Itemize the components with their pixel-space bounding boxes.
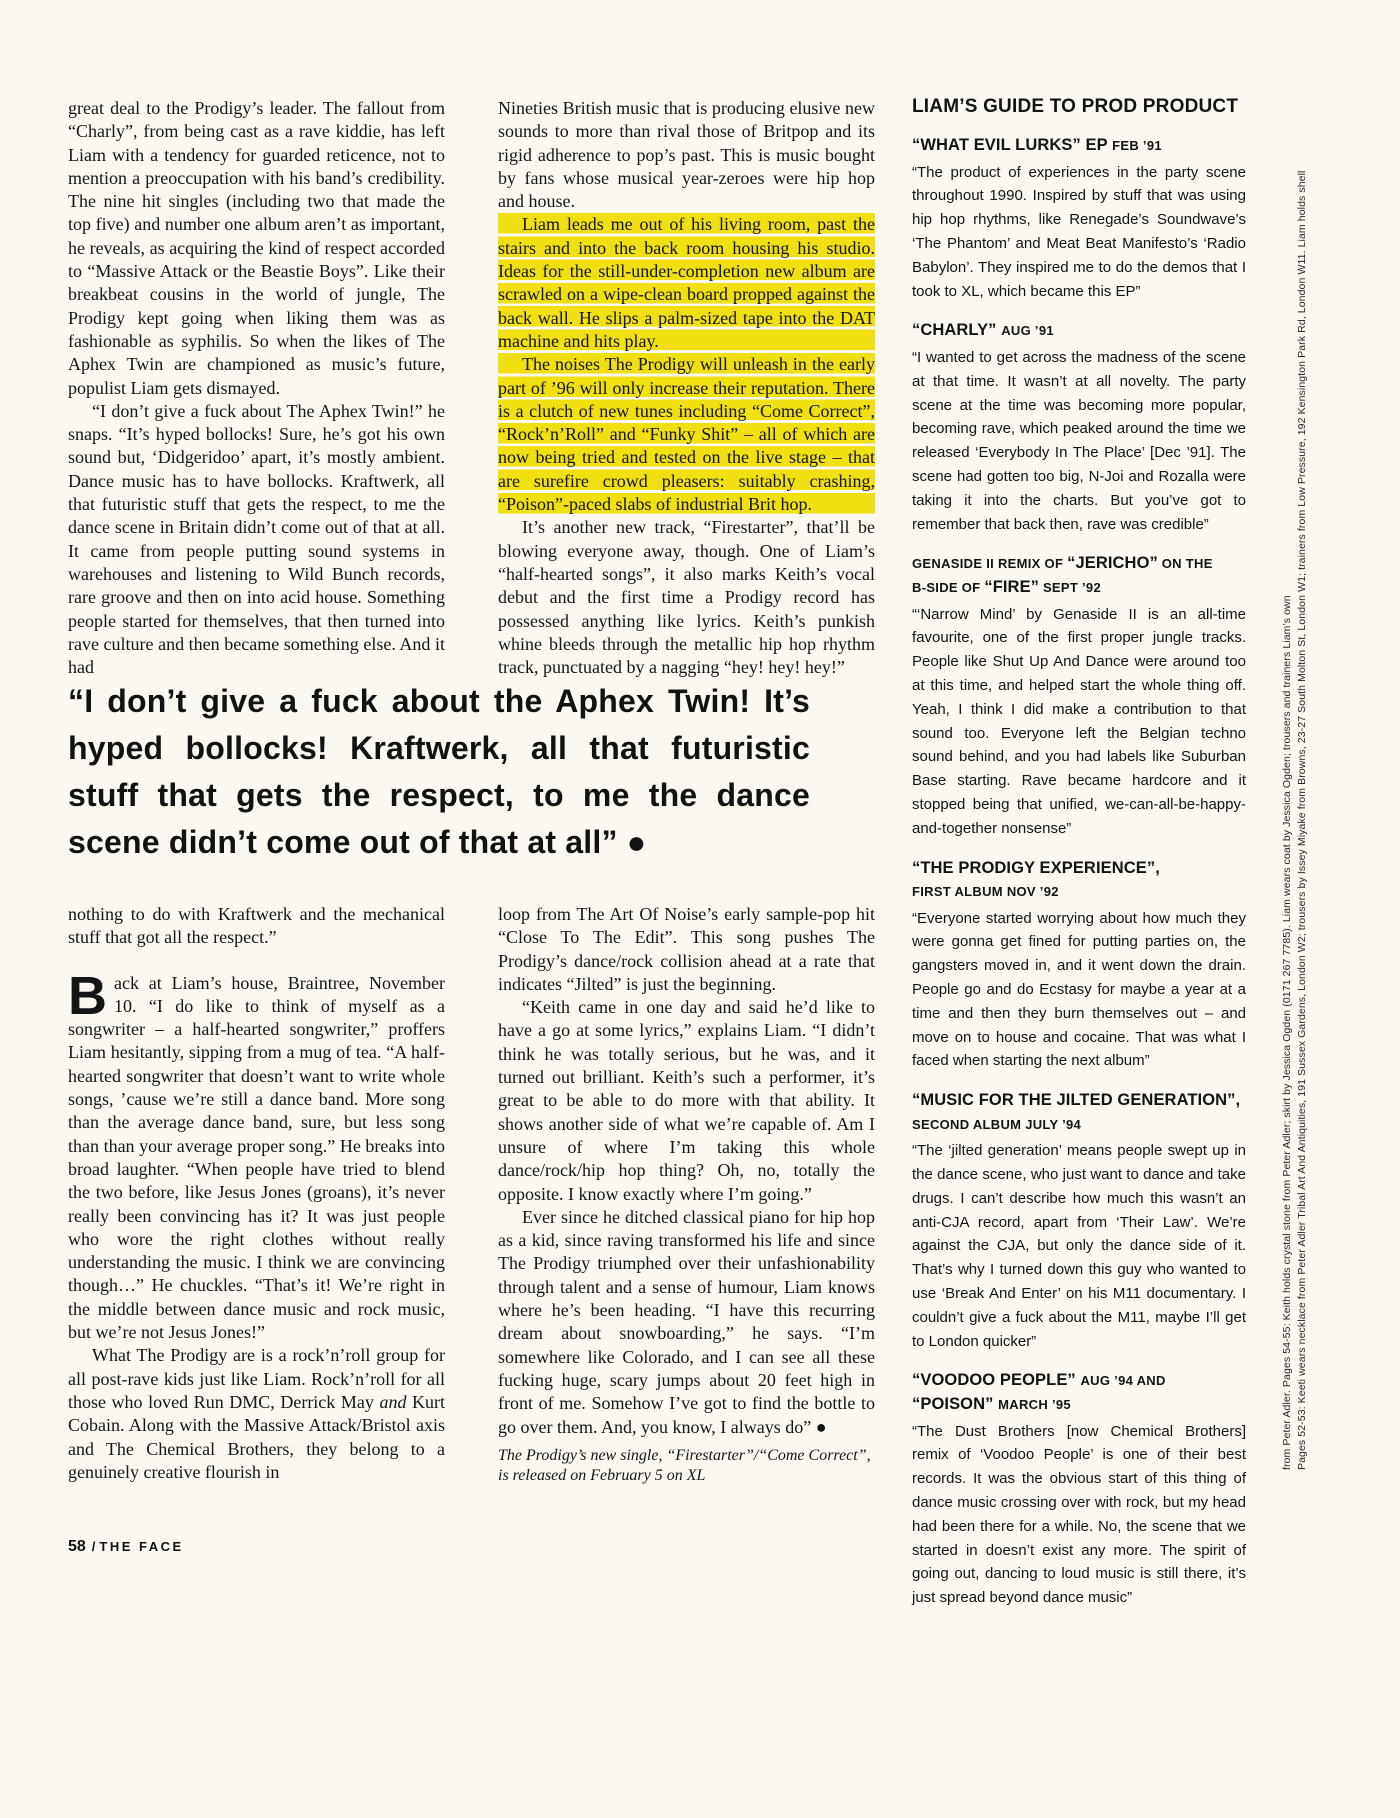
photo-credits <box>1280 88 1324 1470</box>
highlighted-paragraph: Liam leads me out of his living room, past the stairs and into the back room housing his studio. Ideas for the still-under-completion new album are scrawled on a wipe-clean board propped against the back wall. He slips a palm-sized tape into the DAT machine and hits play. <box>498 213 875 353</box>
article-paragraph: “I don’t give a fuck about The Aphex Twin!” he snaps. “It’s hyped bollocks! Sure, he’s got his own sound but, ‘Didgeridoo’ apart, it’s mostly ambient. Dance music has to have bollocks. Kraftwerk, all that futuristic stuff that gets the respect, to me the dance scene in Britain didn’t come out of that at all. It came from people putting sound systems in warehouses and listening to Wild Bunch records, rare groove and then on into acid house. Something people started for themselves, that then turned into rave culture and then became something else. And it had <box>68 400 445 678</box>
article-paragraph: “Keith came in one day and said he’d like to have a go at some lyrics,” explains Liam. “I didn’t think he was totally serious, but he was, and it turned out brilliant. Keith’s such a performer, it’s great to be able to do more with that ability. It shows another side of what we’re capable of. Am I unsure of where I’m taking this whole dance/rock/hip hop thing? Oh, no, totally the opposite. I know exactly where I’m going.” <box>498 997 875 1204</box>
dropcap-paragraph: Back at Liam’s house, Braintree, November 10. “I do like to think of myself as a songwriter – a half-hearted songwriter,” proffers Liam hesitantly, sipping from a mug of tea. “A half-hearted songwriter that doesn’t want to write whole songs, ’cause we’re still a dance band. More song than the average dance band, sure, but less song than than your average proper song.” He breaks into broad laughter. “When people have tried to blend the two before, like Jesus Jones (groans), it’s never really been convincing has it? It was just people who wore the right clothes without really understanding the music. I think we are convincing though…” He chuckles. “That’s it! We’re right in the middle between dance music and rock music, but we’re not Jesus Jones!” <box>68 965 445 1343</box>
sidebar-section <box>912 550 1246 840</box>
article-paragraph: What The Prodigy are is a rock’n’roll group for all post-rave kids just like Liam. Rock’n’roll for all those who loved Run DMC, Derrick May and Kurt Cobain. Along with the Massive Attack/Bristol axis and The Chemical Brothers, they belong to a genuinely creative flourish in <box>68 1345 445 1482</box>
sidebar-sections <box>912 132 1246 1610</box>
photo-credit-line-inner: from Peter Adler. Pages 54-55: Keith holds crystal stone from Peter Adler; skirt by Jessica Ogden (0171 267 7785). Liam wears coat by Jessica Ogden; trousers and trainers Liam’s own <box>1281 595 1293 1470</box>
release-footnote: The Prodigy’s new single, “Firestarter”/“Come Correct”, is released on February 5 on XL <box>498 1446 871 1485</box>
sidebar-liams-guide <box>912 96 1246 1624</box>
pull-quote-line: hyped bollocks! Kraftwerk, all that futuristic <box>68 730 810 766</box>
article-paragraph: Ever since he ditched classical piano for hip hop as a kid, since raving transformed his life and since The Prodigy triumphed over their unfashionability through talent and a sense of humour, Liam knows where he’s been heading. “I have this recurring dream about snowboarding,” he says. “I’m somewhere like Colorado, and I can see all these fucking huge, scary jumps about 20 feet high in front of me. Somehow I’ve got to find the bottle to go over them. And, you know, I always do” ● <box>498 1206 875 1437</box>
sidebar-section-heading: GENASIDE II REMIX OF “JERICHO” ON THE B-SIDE OF “FIRE” SEPT ’92 <box>912 554 1213 597</box>
sidebar-section-body: “Everyone started worrying about how much they were gonna get fined for putting parties on, the gangsters moved in, and it went down the drain. People go and do Ecstasy for maybe a year at a time and then they burn themselves out – and move on to house and cocaine. That was what I faced when starting the next album” <box>912 909 1246 1070</box>
left-column-top <box>68 97 445 679</box>
sidebar-section-body: “The product of experiences in the party scene throughout 1990. Inspired by stuff that was using hip hop rhythms, like Renegade’s Soundwave’s ‘The Phantom’ and Meat Beat Manifesto’s ‘Radio Babylon’. They inspired me to do the demos that I took to XL, which became this EP” <box>912 163 1246 300</box>
article-paragraph: Nineties British music that is producing elusive new sounds to more than rival those of Britpop and its rigid adherence to pop’s past. This is music bought by fans whose musical year-zeroes were hip hop and house. <box>498 98 875 212</box>
page-footer <box>68 1538 184 1556</box>
sidebar-section-heading: “CHARLY” AUG ’91 <box>912 321 1054 340</box>
sidebar-section-body: “I wanted to get across the madness of the scene at that time. It wasn’t at all novelty. The party scene at the time was becoming more popular, becoming rave, which peaked around the time we released ‘Everybody In The Place’ [Dec ’91]. The scene had gotten too big, N-Joi and Rozalla were taking it into the charts. But you’ve got to remember that back then, rave was credible” <box>912 349 1246 533</box>
sidebar-section <box>912 855 1246 1074</box>
article-paragraph: It’s another new track, “Firestarter”, that’ll be blowing everyone away, though. One of Liam’s “half-hearted songs”, it also marks Keith’s vocal debut and the first time a Prodigy record has possessed anything like lyrics. Keith’s punkish whine bleeds through the metallic hip hop rhythm track, punctuated by a nagging “hey! hey! hey!” <box>498 517 875 678</box>
sidebar-section <box>912 1087 1246 1353</box>
article-paragraph: loop from The Art Of Noise’s early sample-pop hit “Close To The Edit”. This song pushes The Prodigy’s dance/rock collision ahead at a rate that indicates “Jilted” is just the beginning. <box>498 904 875 994</box>
sidebar-section-heading: “VOODOO PEOPLE” AUG ’94 AND “POISON” MARCH ’95 <box>912 1371 1166 1414</box>
pull-quote-line: stuff that gets the respect, to me the dance <box>68 777 810 813</box>
sidebar-section <box>912 317 1246 536</box>
footer-separator: / <box>91 1539 96 1554</box>
sidebar-section-body: “The Dust Brothers [now Chemical Brothers] remix of ‘Voodoo People’ is one of their best records. It was the obvious start of this thing of dance music crossing over with rock, but my head had been there for a while. No, the scene that we started in doesn’t exist any more. The spirit of going out, dancing to loud music is still there, it’s just spread beyond dance music” <box>912 1422 1246 1607</box>
middle-column-top <box>498 97 875 679</box>
pull-quote <box>68 678 810 866</box>
sidebar-title: LIAM’S GUIDE TO PROD PRODUCT <box>912 96 1239 117</box>
middle-column-bottom <box>498 903 875 1487</box>
pull-quote-line: scene didn’t come out of that at all” ● <box>68 824 647 860</box>
sidebar-section-heading: “THE PRODIGY EXPERIENCE”, FIRST ALBUM NOV ’92 <box>912 858 1160 900</box>
sidebar-section-body: “‘Narrow Mind’ by Genaside II is an all-time favourite, one of the first proper jungle tracks. People like Shut Up And Dance were around too at this time, and helped start the whole thing off. Yeah, I think I did make a contribution to that sound too. Everyone left the Belgian techno sound behind, and you had labels like Suburban Base starting. Rave became hardcore and it stopped being that unified, we-can-all-be-happy-and-together nonsense” <box>912 605 1246 837</box>
sidebar-section <box>912 132 1246 303</box>
article-paragraph: great deal to the Prodigy’s leader. The fallout from “Charly”, from being cast as a rave kiddie, has left Liam with a tendency for guarded reticence, not to mention a preoccupation with his band’s credibility. The nine hit singles (including two that made the top five) and number one album aren’t as important, he reveals, as acquiring the kind of respect accorded to “Massive Attack or the Beastie Boys”. Like their breakbeat cousins in the world of jungle, The Prodigy kept going when liking them was as fashionable as syphilis. So when the likes of The Aphex Twin are championed as music’s future, populist Liam gets dismayed. <box>68 98 445 398</box>
pull-quote-line: “I don’t give a fuck about the Aphex Twin! It’s <box>68 683 810 719</box>
highlighted-paragraph: The noises The Prodigy will unleash in the early part of ’96 will only increase their reputation. There is a clutch of new tunes including “Come Correct”, “Rock’n’Roll” and “Funky Shit” – all of which are now being tried and tested on the live stage – that are surefire crowd pleasers: suitably crashing, “Poison”-paced slabs of industrial Brit hop. <box>498 353 875 516</box>
drop-cap: B <box>68 965 107 1026</box>
magazine-name: THE FACE <box>99 1539 184 1554</box>
sidebar-section-body: “The ‘jilted generation’ means people swept up in the dance scene, who just want to dance and take drugs. I can’t describe how much this wasn’t an anti-CJA record, apart from ‘Their Law’. We’re against the CJA, but only the dance side of it. That’s why I turned down this guy who wanted to use ‘Break And Enter’ on his M11 documentary. I couldn’t give a fuck about the M11, maybe I’ll get to London quicker” <box>912 1142 1246 1350</box>
photo-credit-line-outer: Pages 52-53: Keeti wears necklace from Peter Adler Tribal Art And Antiquities, 191 Sussex Gardens, London W2; trousers by Issey Miyake from Browns, 23-27 South Molton St, London W1; trainers from Low Pressure, 192 Kensington Park Rd, London W11. Liam holds shell <box>1296 170 1308 1470</box>
page-number: 58 <box>68 1538 86 1555</box>
sidebar-section-heading: “WHAT EVIL LURKS” EP FEB ’91 <box>912 136 1162 154</box>
sidebar-section-heading: “MUSIC FOR THE JILTED GENERATION”, SECOND ALBUM JULY ’94 <box>912 1091 1241 1132</box>
article-paragraph: nothing to do with Kraftwerk and the mechanical stuff that got all the respect.” <box>68 904 445 948</box>
sidebar-section <box>912 1367 1246 1610</box>
left-column-bottom <box>68 903 445 1484</box>
